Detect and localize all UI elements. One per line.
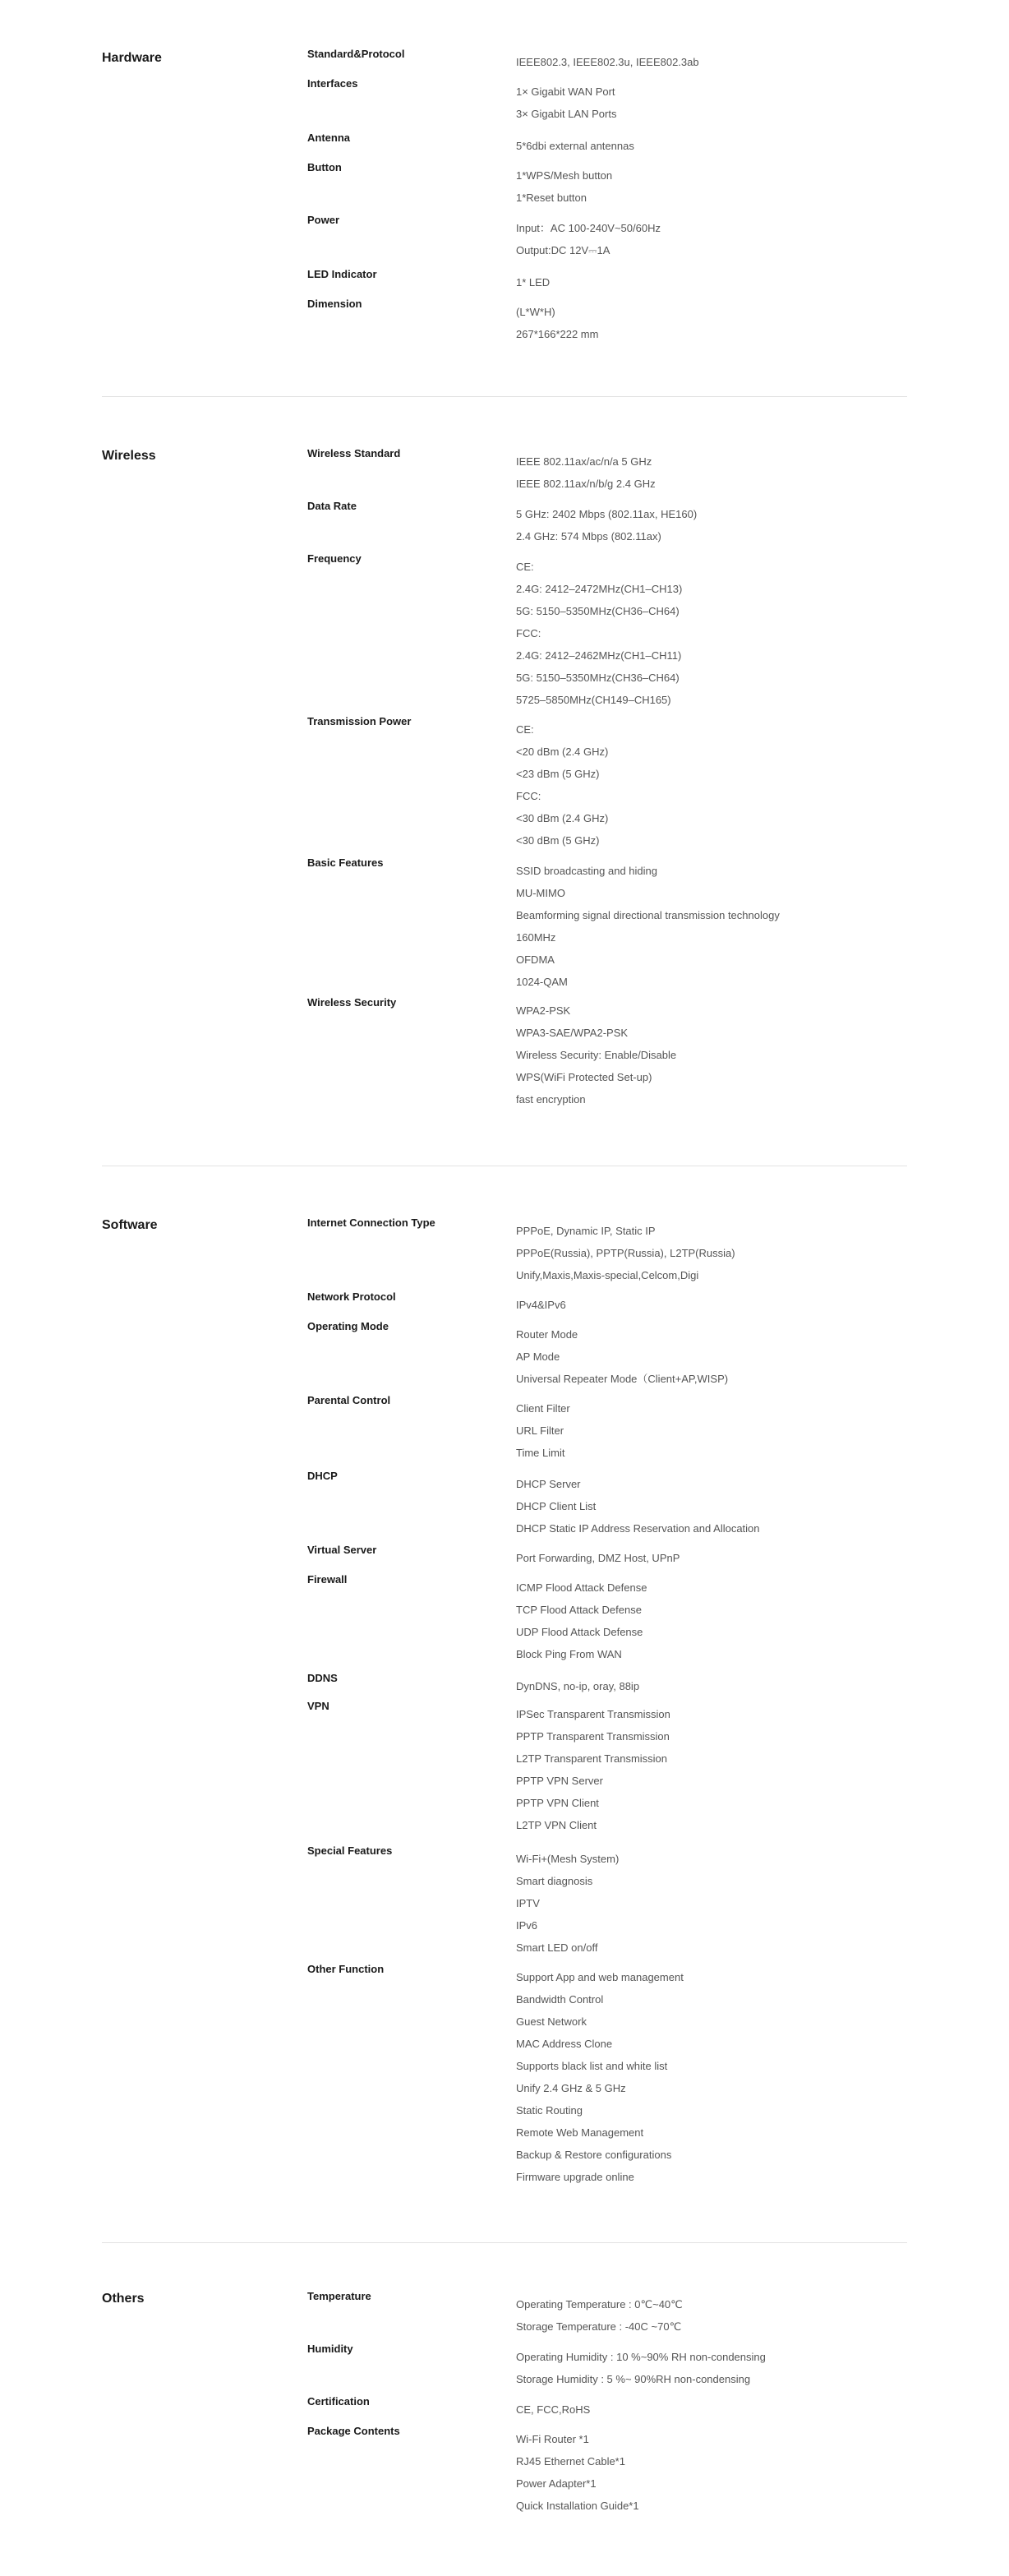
spec-values	[516, 1323, 728, 1390]
section-title: Wireless	[102, 449, 156, 463]
spec-value: Smart diagnosis	[516, 1875, 593, 1887]
spec-value: Router Mode	[516, 1328, 578, 1341]
spec-value: Remote Web Management	[516, 2126, 644, 2139]
spec-value: PPPoE(Russia), PPTP(Russia), L2TP(Russia)	[516, 1247, 735, 1259]
spec-value: DHCP Client List	[516, 1500, 597, 1512]
spec-label: Temperature	[307, 2290, 371, 2302]
spec-value: Bandwidth Control	[516, 1993, 604, 2006]
spec-value: RJ45 Ethernet Cable*1	[516, 2455, 625, 2468]
spec-value: Client Filter	[516, 1402, 570, 1415]
spec-value: FCC:	[516, 627, 541, 639]
spec-value: Wi-Fi+(Mesh System)	[516, 1853, 620, 1865]
spec-value: 1*Reset button	[516, 192, 587, 204]
spec-values	[516, 450, 656, 495]
spec-label: DHCP	[307, 1470, 338, 1482]
spec-value: Universal Repeater Mode（Client+AP,WISP)	[516, 1373, 729, 1385]
spec-value: 1*WPS/Mesh button	[516, 169, 613, 182]
spec-label: Operating Mode	[307, 1320, 389, 1332]
spec-value: 5725–5850MHz(CH149–CH165)	[516, 694, 671, 706]
spec-value: 5 GHz: 2402 Mbps (802.11ax, HE160)	[516, 508, 698, 520]
spec-label: LED Indicator	[307, 268, 377, 280]
spec-value: 1* LED	[516, 276, 551, 289]
spec-value: FCC:	[516, 790, 541, 802]
spec-value: IEEE802.3, IEEE802.3u, IEEE802.3ab	[516, 56, 699, 68]
spec-value: 267*166*222 mm	[516, 328, 599, 340]
spec-label: Firewall	[307, 1573, 348, 1586]
spec-label: Internet Connection Type	[307, 1216, 435, 1229]
spec-label: Package Contents	[307, 2425, 400, 2437]
spec-label: Interfaces	[307, 77, 358, 90]
spec-values	[516, 1703, 670, 1836]
spec-value: PPPoE, Dynamic IP, Static IP	[516, 1225, 656, 1237]
spec-label: Wireless Standard	[307, 447, 401, 459]
spec-value: Beamforming signal directional transmission technology	[516, 909, 780, 921]
spec-values	[516, 999, 676, 1110]
spec-value: PPTP VPN Server	[516, 1775, 603, 1787]
spec-value: Storage Temperature : -40C ~70℃	[516, 2320, 682, 2333]
spec-value: OFDMA	[516, 953, 555, 966]
spec-value: Block Ping From WAN	[516, 1648, 622, 1660]
spec-value: UDP Flood Attack Defense	[516, 1626, 643, 1638]
spec-label: Transmission Power	[307, 715, 412, 727]
spec-value: Firmware upgrade online	[516, 2171, 634, 2183]
spec-value: <30 dBm (2.4 GHz)	[516, 812, 609, 824]
spec-label: Certification	[307, 2395, 370, 2407]
spec-label: Virtual Server	[307, 1544, 377, 1556]
spec-value: Port Forwarding, DMZ Host, UPnP	[516, 1552, 680, 1564]
spec-value: 1024-QAM	[516, 976, 568, 988]
spec-value: IEEE 802.11ax/n/b/g 2.4 GHz	[516, 478, 656, 490]
spec-value: 2.4G: 2412–2472MHz(CH1–CH13)	[516, 583, 683, 595]
spec-value: PPTP Transparent Transmission	[516, 1730, 670, 1743]
spec-values	[516, 503, 697, 547]
spec-label: Standard&Protocol	[307, 48, 405, 60]
spec-value: Operating Temperature : 0℃~40℃	[516, 2298, 683, 2311]
spec-value: DynDNS, no-ip, oray, 88ip	[516, 1680, 640, 1692]
spec-values	[516, 1220, 735, 1286]
spec-value: PPTP VPN Client	[516, 1797, 599, 1809]
section-divider	[102, 396, 907, 397]
spec-label: Network Protocol	[307, 1290, 396, 1303]
spec-label: Data Rate	[307, 500, 357, 512]
spec-value: L2TP Transparent Transmission	[516, 1752, 668, 1765]
spec-value: MAC Address Clone	[516, 2038, 613, 2050]
spec-label: Antenna	[307, 132, 350, 144]
spec-value: Wi-Fi Router *1	[516, 2433, 589, 2445]
spec-value: 5*6dbi external antennas	[516, 140, 634, 152]
spec-value: MU-MIMO	[516, 887, 565, 899]
spec-value: Support App and web management	[516, 1971, 684, 1983]
spec-value: SSID broadcasting and hiding	[516, 865, 658, 877]
spec-value: Operating Humidity : 10 %~90% RH non-condensing	[516, 2351, 766, 2363]
spec-value: DHCP Server	[516, 1478, 581, 1490]
spec-value: 5G: 5150–5350MHz(CH36–CH64)	[516, 605, 680, 617]
spec-values	[516, 1577, 647, 1665]
spec-label: Power	[307, 214, 340, 226]
spec-values	[516, 1397, 570, 1464]
section-title: Hardware	[102, 51, 162, 65]
spec-value: 2.4 GHz: 574 Mbps (802.11ax)	[516, 530, 661, 542]
spec-label: DDNS	[307, 1672, 338, 1684]
spec-values	[516, 2293, 683, 2338]
spec-values	[516, 2398, 590, 2421]
spec-value: CE:	[516, 723, 534, 736]
spec-value: URL Filter	[516, 1424, 564, 1437]
spec-value: <20 dBm (2.4 GHz)	[516, 746, 609, 758]
spec-label: Parental Control	[307, 1394, 391, 1406]
spec-values	[516, 2346, 766, 2390]
spec-value: <30 dBm (5 GHz)	[516, 834, 600, 847]
spec-value: Unify 2.4 GHz & 5 GHz	[516, 2082, 626, 2094]
spec-value: Guest Network	[516, 2015, 587, 2028]
section-divider	[102, 2242, 907, 2243]
spec-value: Static Routing	[516, 2104, 583, 2117]
spec-values	[516, 2428, 639, 2517]
spec-values	[516, 1547, 680, 1569]
spec-values	[516, 556, 682, 711]
spec-values	[516, 1848, 619, 1959]
spec-values	[516, 217, 661, 261]
spec-values	[516, 1473, 760, 1540]
spec-values	[516, 135, 634, 157]
spec-value: IPSec Transparent Transmission	[516, 1708, 670, 1720]
spec-values	[516, 1966, 684, 2188]
spec-label: Dimension	[307, 298, 362, 310]
spec-value: Quick Installation Guide*1	[516, 2500, 639, 2512]
spec-values	[516, 1294, 566, 1316]
spec-values	[516, 51, 699, 73]
spec-value: Smart LED on/off	[516, 1941, 598, 1954]
spec-value: CE:	[516, 561, 534, 573]
spec-value: WPA2-PSK	[516, 1004, 571, 1017]
spec-value: TCP Flood Attack Defense	[516, 1604, 642, 1616]
spec-values	[516, 860, 780, 993]
spec-values	[516, 271, 550, 293]
spec-values	[516, 718, 608, 852]
spec-values	[516, 164, 612, 209]
spec-label: Frequency	[307, 552, 362, 565]
spec-value: 1× Gigabit WAN Port	[516, 85, 615, 98]
spec-value: Power Adapter*1	[516, 2477, 597, 2490]
spec-value: Time Limit	[516, 1447, 565, 1459]
spec-value: WPA3-SAE/WPA2-PSK	[516, 1027, 629, 1039]
spec-value: Supports black list and white list	[516, 2060, 668, 2072]
spec-value: (L*W*H)	[516, 306, 555, 318]
spec-value: IPv6	[516, 1919, 538, 1932]
spec-value: Wireless Security: Enable/Disable	[516, 1049, 677, 1061]
spec-label: Basic Features	[307, 856, 384, 869]
spec-value: 2.4G: 2412–2462MHz(CH1–CH11)	[516, 649, 682, 662]
spec-label: Special Features	[307, 1844, 393, 1857]
spec-label: VPN	[307, 1700, 329, 1712]
spec-value: 5G: 5150–5350MHz(CH36–CH64)	[516, 672, 680, 684]
spec-value: L2TP VPN Client	[516, 1819, 597, 1831]
spec-value: Unify,Maxis,Maxis-special,Celcom,Digi	[516, 1269, 699, 1281]
spec-value: WPS(WiFi Protected Set-up)	[516, 1071, 652, 1083]
spec-value: 160MHz	[516, 931, 556, 944]
spec-value: CE, FCC,RoHS	[516, 2403, 591, 2416]
spec-value: Input：AC 100-240V~50/60Hz	[516, 222, 661, 234]
spec-values	[516, 1675, 639, 1697]
spec-value: Output:DC 12V⎓1A	[516, 244, 610, 256]
spec-value: AP Mode	[516, 1350, 560, 1363]
spec-value: ICMP Flood Attack Defense	[516, 1581, 647, 1594]
spec-label: Humidity	[307, 2343, 353, 2355]
spec-value: Backup & Restore configurations	[516, 2149, 672, 2161]
section-title: Software	[102, 1218, 158, 1232]
spec-value: IEEE 802.11ax/ac/n/a 5 GHz	[516, 455, 652, 468]
spec-value: IPv4&IPv6	[516, 1299, 566, 1311]
spec-value: DHCP Static IP Address Reservation and Allocation	[516, 1522, 760, 1535]
spec-value: <23 dBm (5 GHz)	[516, 768, 600, 780]
spec-label: Other Function	[307, 1963, 385, 1975]
spec-values	[516, 81, 616, 125]
spec-value: Storage Humidity : 5 %~ 90%RH non-condensing	[516, 2373, 751, 2385]
spec-values	[516, 301, 598, 345]
spec-label: Button	[307, 161, 342, 173]
spec-value: IPTV	[516, 1897, 540, 1909]
spec-value: fast encryption	[516, 1093, 586, 1106]
spec-value: 3× Gigabit LAN Ports	[516, 108, 617, 120]
spec-label: Wireless Security	[307, 996, 397, 1009]
section-title: Others	[102, 2292, 145, 2306]
